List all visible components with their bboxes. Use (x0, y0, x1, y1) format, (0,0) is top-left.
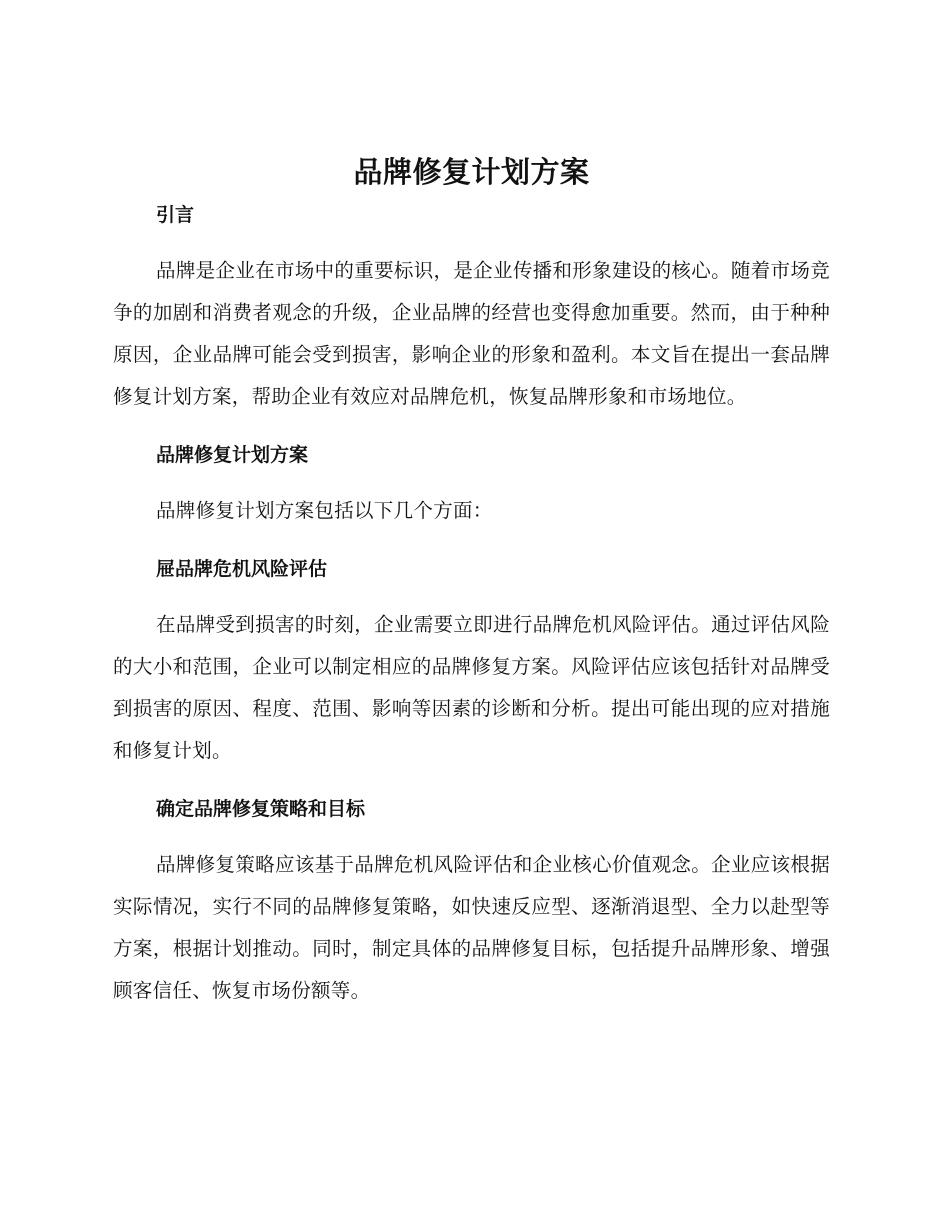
paragraph-intro: 品牌是企业在市场中的重要标识，是企业传播和形象建设的核心。随着市场竞争的加剧和消费者观念的升级，企业品牌的经营也变得愈加重要。然而，由于种种原因，企业品牌可能会受到损害，影响企业的形象和盈利。本文旨在提出一套品牌修复计划方案，帮助企业有效应对品牌危机，恢复品牌形象和市场地位。 (113, 259, 830, 408)
spacer (113, 418, 830, 440)
section-heading-intro: 引言 (156, 204, 195, 226)
spacer (113, 824, 830, 844)
section-heading-risk: 屉品牌危机风险评估 (156, 558, 328, 580)
spacer (113, 532, 830, 554)
document-body (113, 150, 830, 1012)
spacer (113, 230, 830, 250)
paragraph-strategy: 品牌修复策略应该基于品牌危机风险评估和企业核心价值观念。企业应该根据实际情况，实行不同的品牌修复策略，如快速反应型、逐渐消退型、全力以赴型等方案，根据计划推动。同时，制定具体的品牌修复目标，包括提升品牌形象、增强顾客信任、恢复市场份额等。 (113, 853, 830, 1002)
paragraph-plan: 品牌修复计划方案包括以下几个方面： (156, 499, 493, 522)
paragraph-risk: 在品牌受到损害的时刻，企业需要立即进行品牌危机风险评估。通过评估风险的大小和范围，企业可以制定相应的品牌修复方案。风险评估应该包括针对品牌受到损害的原因、程度、范围、影响等因素的诊断和分析。提出可能出现的应对措施和修复计划。 (113, 613, 830, 762)
section-heading-plan: 品牌修复计划方案 (156, 444, 309, 466)
section-heading-strategy: 确定品牌修复策略和目标 (156, 798, 366, 820)
spacer (113, 772, 830, 794)
spacer (113, 584, 830, 604)
document-title: 品牌修复计划方案 (353, 155, 590, 189)
spacer (113, 470, 830, 490)
